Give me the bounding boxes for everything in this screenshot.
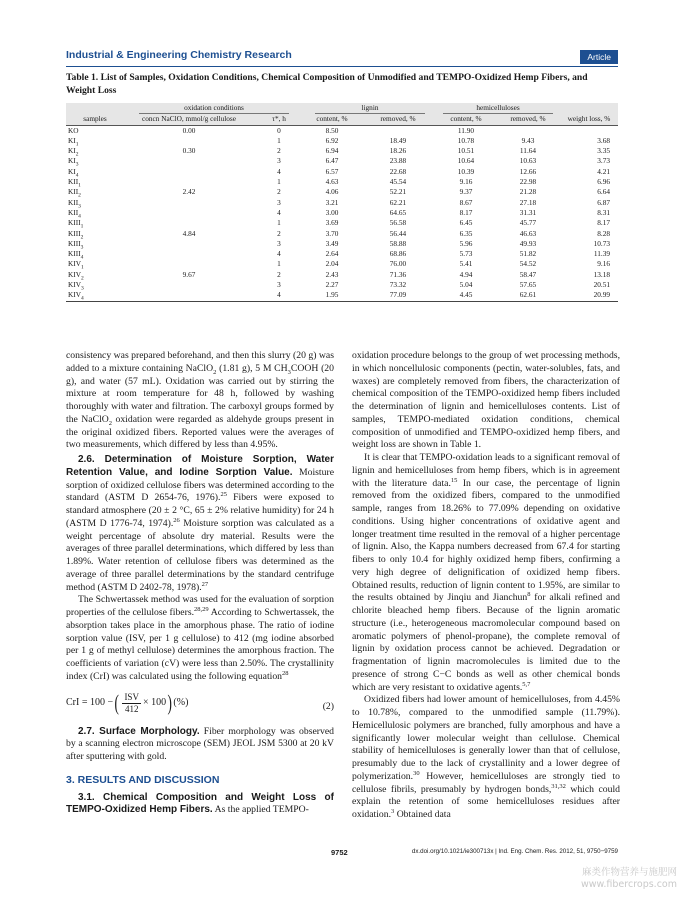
time-cell: 1 [277, 218, 281, 228]
concn-cell [124, 156, 254, 166]
hemi-content-cell: 10.64 [457, 156, 475, 166]
concn-cell [124, 167, 254, 177]
lignin-content-cell: 4.63 [325, 177, 339, 187]
group-header-hemicelluloses: hemicelluloses [436, 103, 560, 114]
paragraph: oxidation procedure belongs to the group of wet processing methods, in which noncellulosic components (pectin, water-solubles, fats, and waxes) are completely removed from fibers, the characterization of chemical composition of the TEMPO-oxidized hemp fibers included the determination of lignin and hemicelluloses contents. List of samples, TEMPO-mediated oxidation conditions, chemical composition of unmodified and TEMPO-oxidized hemp fibers, and weight loss are shown in Table 1. [352, 350, 620, 451]
sample-id-cell: $KII_3$ [68, 197, 81, 208]
hemi-removed-cell: 46.63 [519, 228, 537, 238]
time-cell: 2 [277, 187, 281, 197]
concn-cell: 2.42 [182, 187, 196, 197]
lignin-removed-cell: 62.21 [389, 197, 407, 207]
hemi-removed-cell: 22.98 [519, 177, 537, 187]
table-row [66, 280, 618, 290]
time-cell: 1 [277, 259, 281, 269]
equation-2: CrI = 100 − ( $\frac{\text{ISV}}{412}$ × 100 ) (%) (2) [66, 690, 334, 715]
time-cell: 1 [277, 135, 281, 145]
table-body [66, 125, 618, 301]
concn-cell [124, 249, 254, 259]
sample-id-cell: $KI_1$ [68, 135, 79, 147]
watermark: 麻类作物营养与施肥网 www.fibercrops.com [580, 867, 677, 890]
table-row [66, 290, 618, 301]
lignin-removed-cell: 23.88 [389, 156, 407, 166]
hemi-removed-cell: 45.77 [519, 218, 537, 228]
lignin-removed-cell: 64.65 [389, 207, 407, 217]
lignin-removed-cell: 56.58 [389, 218, 407, 228]
page-number: 9752 [331, 848, 348, 857]
section-2-7: 2.7. Surface Morphology. Fiber morphology was observed by a scanning electron microscope (SEM) JEOL JSM 5300 at 20 kV after sputtering with gold. [66, 725, 335, 762]
hemi-content-cell: 5.41 [459, 259, 473, 269]
hemi-content-cell: 10.78 [457, 135, 475, 145]
lignin-content-cell: 2.43 [325, 269, 339, 279]
hemi-content-cell: 10.39 [457, 166, 475, 176]
weight-loss-cell: 8.31 [597, 207, 610, 217]
time-cell: 3 [277, 197, 281, 207]
section-title: 2.6. Determination of Moisture Sorption, Water Retention Value, and Iodine Sorption Value. [66, 454, 334, 478]
weight-loss-cell: 3.35 [597, 146, 610, 156]
concn-cell: 0.30 [182, 146, 196, 156]
lignin-removed-cell: 56.44 [389, 228, 407, 238]
lignin-content-cell: 3.21 [325, 197, 339, 207]
lignin-content-cell: 6.92 [325, 135, 339, 145]
hemi-content-cell: 9.16 [459, 177, 473, 187]
paragraph: It is clear that TEMPO-oxidation leads to a significant removal of lignin and hemicelluloses from hemp fibers, which is in agreement with the literature data.$^{15}$ In our case, the percentage of lignin removed from the oxidized fibers, compared to the unmodified sample, ranges from 18.26% to 77.09% depending on oxidative conditions. Using higher concentrations of oxidative agent and longer treatment time resulted in the removal of a higher percentage of lignin. Also, the Kappa numbers decreased from 67.4 for starting fibers to only 10.4 for highly oxidized hemp fibers, confirming a very high degree of delignification of oxidized hemp fibers. Obtained results, reduction of lignin content to 1.95%, are similar to the results obtained by Jinqiu and Jianchun$^8$ for alkali refined and chlorite bleached hemp fibers. Because of the lignin aromatic structure (i.e., heterogeneous macromolecular compound based on aromatic polymers of phenol-propane), the complete removal of lignin by oxidation process cannot be achieved. Degradation or fragmentation of lignin macromolecules is limited due to the presence of strong C−C bonds as well as other chemical bonds which are very resistant to oxidative agents.$^{5,7}$ [352, 452, 621, 693]
table-row [66, 239, 618, 249]
hemi-content-cell: 8.17 [459, 207, 473, 217]
hemi-removed-cell: 57.65 [519, 280, 537, 290]
weight-loss-cell: 11.39 [593, 249, 610, 259]
time-cell: 2 [277, 228, 281, 238]
section-3-1: 3.1. Chemical Composition and Weight Loss of TEMPO-Oxidized Hemp Fibers. As the applied TEMPO- [66, 791, 334, 816]
group-header-lignin: lignin [304, 103, 436, 114]
col-header-lignin-content: content, % [316, 114, 348, 124]
hemi-content-cell: 8.67 [459, 197, 473, 207]
lignin-content-cell: 3.49 [325, 238, 339, 248]
lignin-content-cell: 3.69 [325, 218, 339, 228]
weight-loss-cell: 8.17 [597, 218, 610, 228]
journal-name: Industrial & Engineering Chemistry Research [66, 49, 292, 61]
hemi-removed-cell: 11.64 [519, 146, 537, 156]
lignin-removed-cell: 77.09 [360, 290, 436, 301]
hemi-removed-cell: 9.43 [521, 135, 535, 145]
right-column [352, 350, 620, 822]
concn-cell [124, 290, 254, 301]
weight-loss-cell: 4.21 [597, 166, 610, 176]
table-row [66, 259, 618, 269]
col-header-hemi-content: content, % [450, 114, 482, 124]
lignin-content-cell: 6.57 [325, 166, 339, 176]
table-row [66, 187, 618, 197]
hemi-removed-cell: 62.61 [496, 290, 560, 301]
lignin-removed-cell [360, 125, 436, 136]
time-cell: 4 [277, 249, 281, 259]
table-row [66, 146, 618, 156]
paragraph: Oxidized fibers had lower amount of hemicelluloses, from 4.45% to 10.78%, compared to the unmodified sample (11.79%). Hemicellulosic polymers are branched, fully amorphous and have a significantly lower molecular weight than cellulose. Chemical stability of hemicelluloses is generally lower than that of cellulose, presumably due to the lack of crystallinity and a lower degree of polymerization.$^{30}$ However, hemicelluloses are strongly tied to cellulose fibrils, presumably by hydrogen bonds,$^{31,32}$ which could explain the retention of some hemicelluloses residues after oxidation.$^3$ Obtained data [352, 694, 620, 820]
hemi-content-cell: 10.51 [457, 146, 475, 156]
sample-id-cell: $KI_4$ [68, 166, 79, 178]
time-cell: 4 [254, 290, 304, 301]
weight-loss-cell: 13.18 [593, 269, 610, 279]
hemi-removed-cell: 10.63 [519, 156, 537, 166]
time-cell: 3 [277, 156, 281, 166]
hemi-content-cell: 5.73 [459, 249, 473, 259]
col-header-lignin-removed: removed, % [380, 114, 416, 124]
sample-id-cell: $KI_3$ [68, 156, 79, 167]
table-row [66, 249, 618, 259]
sample-id-cell: $KIII_1$ [68, 218, 84, 229]
lignin-removed-cell: 76.00 [389, 259, 407, 269]
sample-id-cell: $KIV_4$ [66, 290, 124, 301]
concn-cell: 0.00 [182, 125, 196, 135]
time-cell: 0 [277, 125, 281, 135]
doi-citation: dx.doi.org/10.1021/ie300713x | Ind. Eng. Chem. Res. 2012, 51, 9750−9759 [411, 848, 618, 855]
lignin-removed-cell: 58.88 [389, 238, 407, 248]
lignin-content-cell: 3.70 [325, 228, 339, 238]
weight-loss-cell: 9.16 [597, 259, 610, 269]
col-header-hemi-removed: removed, % [510, 114, 546, 124]
section-2-6: 2.6. Determination of Moisture Sorption, Water Retention Value, and Iodine Sorption Value. Moisture sorption of oxidized cellulose fibers was determined according to the standard (ASTM D 2654-76, 1976).$^{25}$ Fibers were exposed to standard atmosphere (20 ± 2 °C, 65 ± 2% relative humidity) for 24 h (ASTM D 1776-74, 1974).$^{26}$ Moisture sorption was calculated as a weight percentage of absolute dry material. Results were the averages of three parallel determinations, which differed by less than 1.89%. Water retention of cellulose fibers was determined as the average of three parallel determinations by the standard centrifuge method (ASTM D 2402-78, 1978).$^{27}$ [66, 454, 335, 593]
table-row [66, 167, 618, 177]
lignin-content-cell: 1.95 [304, 290, 360, 301]
weight-loss-cell: 6.87 [597, 197, 610, 207]
lignin-removed-cell: 68.86 [389, 249, 407, 259]
table-caption: Table 1. List of Samples, Oxidation Conditions, Chemical Composition of Unmodified and TEMPO-Oxidized Hemp Fibers, and Weight Loss [66, 72, 588, 96]
sample-id-cell: $KI_2$ [68, 146, 79, 157]
concn-cell: 9.67 [182, 269, 196, 279]
sample-id-cell: $KIII_4$ [68, 249, 84, 260]
table-row [66, 156, 618, 166]
lignin-removed-cell: 18.49 [389, 135, 407, 145]
col-header-time: τ*, h [272, 114, 286, 124]
concn-cell [124, 259, 254, 269]
lignin-content-cell: 2.64 [325, 249, 339, 259]
lignin-content-cell: 8.50 [325, 125, 339, 135]
weight-loss-cell [560, 125, 618, 136]
time-cell: 2 [277, 269, 281, 279]
group-header-oxidation: oxidation conditions [124, 103, 304, 114]
equation-number: (2) [322, 700, 334, 712]
sample-id-cell: $KIII_3$ [68, 238, 84, 250]
sample-id-cell: $KIV_1$ [68, 259, 84, 270]
concn-cell [124, 218, 254, 228]
lignin-removed-cell: 22.68 [389, 166, 407, 176]
paragraph: The Schwertassek method was used for the evaluation of sorption properties of the cellulose fibers.$^{28,29}$ According to Schwertassek, the absorption takes place in the amorphous phase. The ratio of iodine sorption value (ISV, per 1 g cellulose) to 412 (mg iodine absorbed per 1 g of methyl cellulose) determines the amorphous fraction. The coefficients of variation (cV) were less than 2.50%. The crystallinity index (CrI) was calculated using the following equation$^{28}$ [66, 594, 334, 682]
weight-loss-cell: 6.64 [597, 187, 610, 197]
hemi-removed-cell: 21.28 [519, 187, 537, 197]
time-cell: 2 [277, 146, 281, 156]
weight-loss-cell: 20.99 [560, 290, 618, 301]
time-cell: 4 [277, 207, 281, 217]
lignin-removed-cell: 52.21 [389, 187, 407, 197]
section-3-heading: 3. RESULTS AND DISCUSSION [66, 773, 220, 786]
sample-id-cell: $KIV_2$ [68, 269, 84, 281]
hemi-removed-cell [496, 125, 560, 136]
lignin-removed-cell: 45.54 [389, 177, 407, 187]
concn-cell [124, 136, 254, 146]
concn-cell [124, 239, 254, 249]
hemi-content-cell: 9.37 [459, 187, 473, 197]
hemi-removed-cell: 12.66 [519, 166, 537, 176]
col-header-weight-loss: weight loss, % [567, 114, 611, 124]
hemi-content-cell: 5.04 [459, 280, 473, 290]
hemi-content-cell: 4.45 [436, 290, 496, 301]
table-row [66, 218, 618, 228]
hemi-removed-cell: 27.18 [519, 197, 537, 207]
concn-cell: 4.84 [182, 228, 196, 238]
weight-loss-cell: 3.68 [597, 135, 610, 145]
table-row [66, 208, 618, 218]
col-header-concn: concn NaClO, mmol/g cellulose [141, 114, 237, 124]
running-header [66, 50, 618, 64]
concn-cell [124, 198, 254, 208]
table-row [66, 270, 618, 280]
concn-cell [124, 177, 254, 187]
lignin-content-cell: 4.06 [325, 187, 339, 197]
hemi-content-cell: 4.94 [459, 269, 473, 279]
col-header-samples: samples [83, 114, 107, 124]
time-cell: 3 [277, 280, 281, 290]
lignin-removed-cell: 18.26 [389, 146, 407, 156]
weight-loss-cell: 6.96 [597, 177, 610, 187]
weight-loss-cell: 20.51 [593, 280, 610, 290]
hemi-content-cell: 5.96 [459, 238, 473, 248]
sample-id-cell: $KII_1$ [68, 177, 81, 188]
lignin-content-cell: 6.47 [325, 156, 339, 166]
sample-id-cell: $KIV_3$ [68, 280, 84, 291]
paragraph: consistency was prepared beforehand, and then this slurry (20 g) was added to a mixture containing NaClO$_2$ (1.81 g), 5 M $CH_3COOH$ (20 g), and water (57 mL). Oxidation was carried out by stirring the mixture at room temperature for 48 h, followed by washing thoroughly with water and filtration. The carboxyl groups formed by the NaClO$_2$ oxidation were regarded as aldehyde groups present in the original oxidized fibers. Reported values were the averages of two measurements, which differed by less than 4.95%. [66, 350, 335, 451]
hemi-removed-cell: 49.93 [519, 238, 537, 248]
time-cell: 3 [277, 238, 281, 248]
table-row [66, 125, 618, 136]
concn-cell [124, 280, 254, 290]
hemi-content-cell: 11.90 [457, 125, 475, 135]
sample-id-cell: $KII_2$ [68, 187, 81, 198]
table-row [66, 198, 618, 208]
hemi-removed-cell: 31.31 [519, 207, 537, 217]
time-cell: 1 [277, 177, 281, 187]
lignin-content-cell: 2.04 [325, 259, 339, 269]
lignin-content-cell: 6.94 [325, 146, 339, 156]
hemi-content-cell: 6.45 [459, 218, 473, 228]
hemi-removed-cell: 51.82 [519, 249, 537, 259]
lignin-content-cell: 3.00 [325, 207, 339, 217]
left-column [66, 350, 334, 817]
hemi-removed-cell: 54.52 [519, 259, 537, 269]
lignin-content-cell: 2.27 [325, 280, 339, 290]
samples-table [66, 103, 618, 302]
article-type-badge: Article [580, 50, 618, 64]
weight-loss-cell: 8.28 [597, 228, 610, 238]
hemi-removed-cell: 58.47 [519, 269, 537, 279]
lignin-removed-cell: 73.32 [389, 280, 407, 290]
table-row [66, 229, 618, 239]
sample-id-cell: KO [68, 125, 79, 135]
header-rule [66, 66, 618, 67]
time-cell: 4 [277, 166, 281, 176]
table-row [66, 136, 618, 146]
hemi-content-cell: 6.35 [459, 228, 473, 238]
weight-loss-cell: 3.73 [597, 156, 610, 166]
concn-cell [124, 208, 254, 218]
sample-id-cell: $KII_4$ [68, 207, 81, 219]
table-row [66, 177, 618, 187]
lignin-removed-cell: 71.36 [389, 269, 407, 279]
sample-id-cell: $KIII_2$ [68, 228, 84, 239]
weight-loss-cell: 10.73 [593, 238, 610, 248]
